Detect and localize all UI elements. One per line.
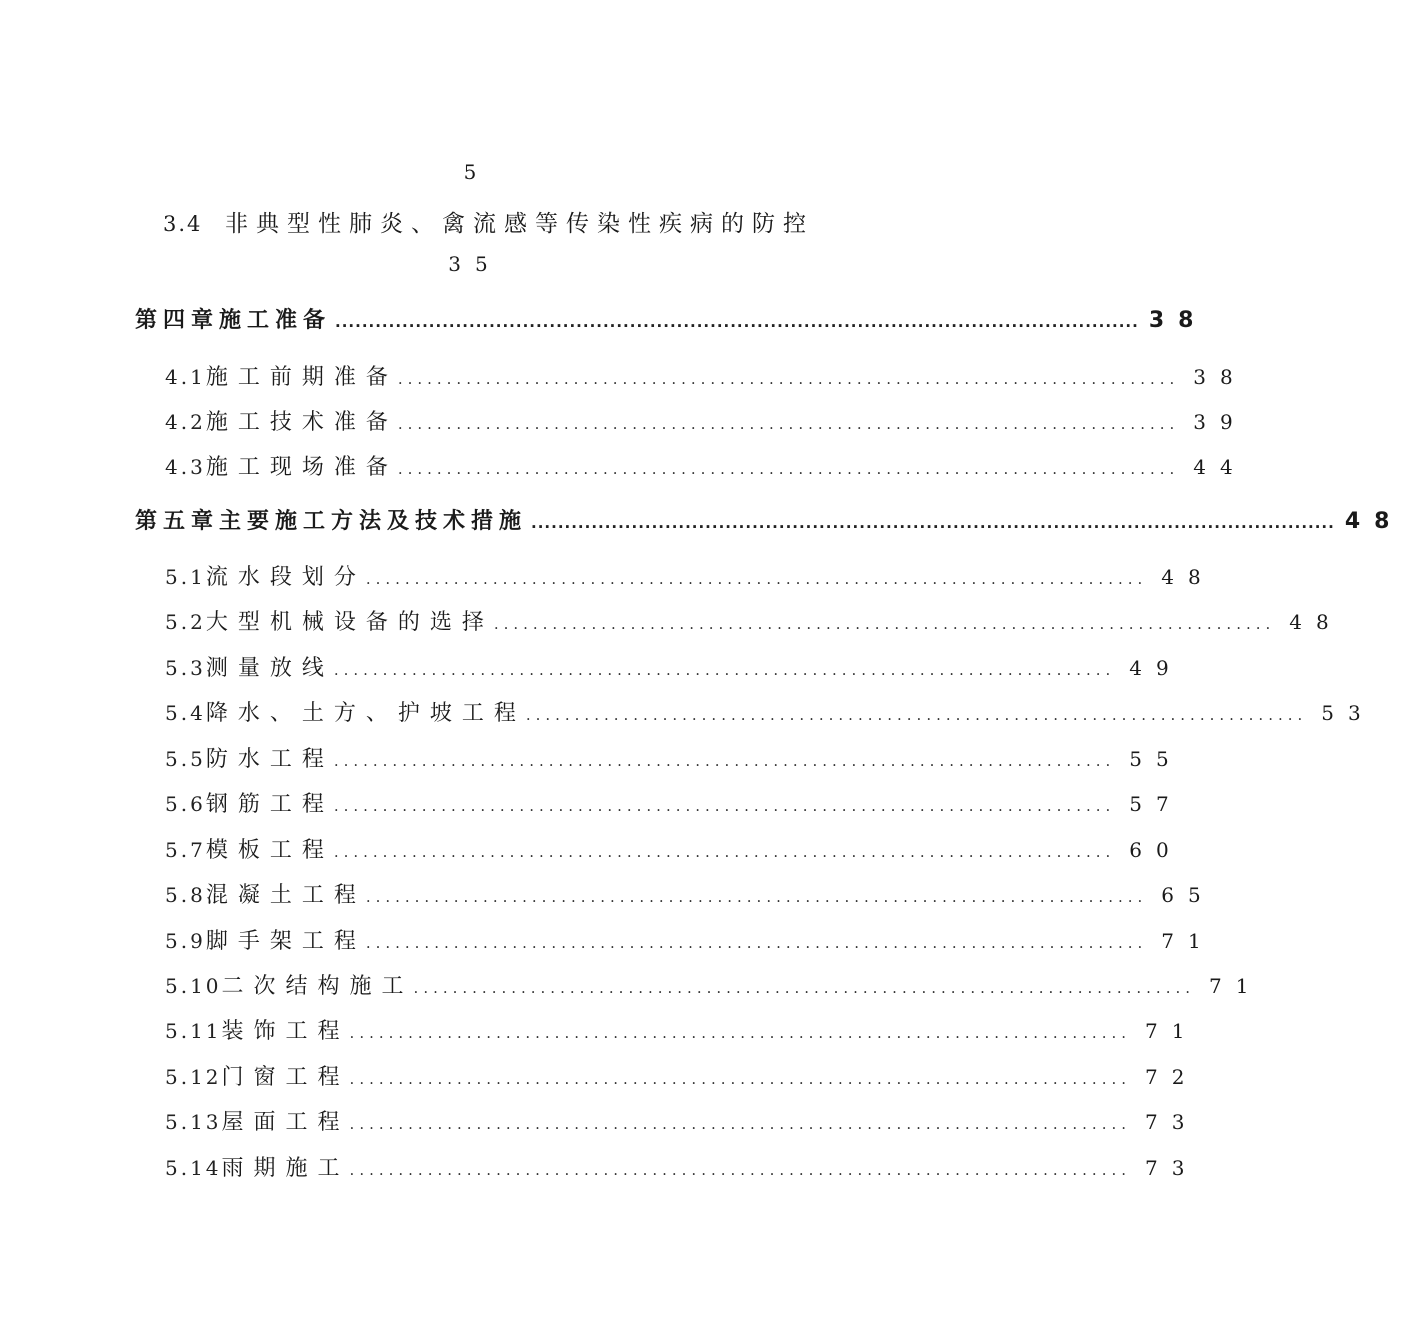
- toc-entry-number: 5.9: [165, 929, 206, 953]
- toc-entry-title: 二次结构施工: [221, 974, 414, 999]
- toc-entry-page: 35: [448, 252, 502, 276]
- toc-entry-page: 71: [1145, 1019, 1199, 1043]
- dot-leader: ................................................................................: [397, 415, 1180, 433]
- toc-entry-title: 施工现场准备: [205, 455, 398, 480]
- toc-entry-title: 混凝土工程: [205, 883, 366, 908]
- toc-entry-title: 装饰工程: [221, 1019, 350, 1044]
- toc-entry-title: 施工技术准备: [205, 410, 398, 435]
- toc-entry-continued: [163, 205, 823, 238]
- toc-entry-title: 门窗工程: [221, 1065, 350, 1090]
- dot-leader: ................................................................................: [525, 706, 1308, 724]
- toc-entry-number: 4.3: [165, 455, 206, 479]
- toc-entry: [165, 450, 1247, 482]
- dot-leader: ................................................................................: [349, 1161, 1131, 1179]
- toc-entry-page: 57: [1129, 792, 1183, 816]
- toc-entry-page: 73: [1145, 1156, 1199, 1180]
- toc-entry-page: 72: [1145, 1065, 1199, 1089]
- toc-entry-number: 4.1: [165, 365, 206, 389]
- toc-entry: [165, 360, 1247, 392]
- toc-entry-page: 65: [1161, 883, 1215, 907]
- toc-entry: [165, 1151, 1199, 1183]
- toc-entry-page: 39: [1193, 410, 1247, 434]
- dot-leader: ................................................................................: [493, 615, 1276, 633]
- toc-entry-number: 5.13: [165, 1110, 222, 1134]
- continued-page-number: 5: [463, 160, 487, 184]
- toc-entry-title: 钢筋工程: [205, 792, 334, 817]
- chapter-title: 施工准备: [219, 308, 332, 333]
- toc-entry-number: 5.2: [165, 610, 206, 634]
- toc-entry-title: 屋面工程: [221, 1110, 350, 1135]
- dot-leader: ................................................................................: [349, 1115, 1131, 1133]
- toc-entry-title: 脚手架工程: [205, 929, 366, 954]
- toc-entry-page: 49: [1129, 656, 1183, 680]
- dot-leader: ................................................................................: [413, 979, 1195, 997]
- toc-entry-number: 5.12: [165, 1065, 222, 1089]
- toc-entry-title: 雨期施工: [221, 1156, 350, 1181]
- toc-entry-page: 71: [1161, 929, 1215, 953]
- toc-entry: [165, 924, 1215, 956]
- toc-entry: [165, 560, 1215, 592]
- toc-entry: [165, 787, 1183, 819]
- chapter-label: 第四章: [135, 308, 220, 333]
- dot-leader: ................................................................................: [349, 1024, 1131, 1042]
- chapter-page-number: 38: [1148, 308, 1208, 333]
- toc-entry: [165, 833, 1183, 865]
- toc-entry-number: 5.5: [165, 747, 206, 771]
- toc-entry-number: 4.2: [165, 410, 206, 434]
- toc-entry-number: 5.11: [165, 1019, 222, 1043]
- toc-entry: [165, 969, 1263, 1001]
- dot-leader: ................................................................................: [333, 843, 1116, 861]
- toc-entry: [165, 605, 1343, 637]
- toc-entry-title: 施工前期准备: [205, 365, 398, 390]
- toc-entry: [165, 1060, 1199, 1092]
- toc-entry-number: 5.8: [165, 883, 206, 907]
- chapter-label: 第五章: [135, 509, 220, 534]
- toc-entry-page: 38: [1193, 365, 1247, 389]
- toc-entry: [165, 405, 1247, 437]
- toc-entry: [165, 696, 1375, 728]
- toc-entry: [165, 651, 1183, 683]
- toc-entry: [165, 742, 1183, 774]
- toc-entry-page: 60: [1129, 838, 1183, 862]
- dot-leader: ................................................................................: [333, 752, 1116, 770]
- dot-leader: ................................................................................: [365, 934, 1148, 952]
- dot-leader: ................................................................................: [349, 1070, 1131, 1088]
- dot-leader: ................................................................................: [333, 661, 1116, 679]
- dot-leader: ................................................................................: [397, 370, 1180, 388]
- toc-chapter-heading: [135, 504, 1403, 538]
- toc-entry: [165, 1014, 1199, 1046]
- chapter-page-number: 48: [1344, 509, 1403, 534]
- toc-entry-page: 55: [1129, 747, 1183, 771]
- toc-entry-title: 测量放线: [205, 656, 334, 681]
- dot-leader: ................................................................................: [397, 460, 1180, 478]
- toc-entry-number: 5.3: [165, 656, 206, 680]
- toc-entry-title: 降水、土方、护坡工程: [205, 701, 526, 726]
- toc-entry-title: 模板工程: [205, 838, 334, 863]
- toc-chapter-heading: [135, 303, 1208, 337]
- toc-entry-number: 3.4: [163, 212, 203, 236]
- toc-entry-title: 非典型性肺炎、禽流感等传染性疾病的防控: [225, 211, 814, 237]
- toc-entry: [165, 1105, 1199, 1137]
- toc-entry-number: 5.10: [165, 974, 222, 998]
- toc-entry-number: 5.7: [165, 838, 206, 862]
- dot-leader: ........................................................................................................................: [335, 313, 1139, 331]
- toc-entry-number: 5.4: [165, 701, 206, 725]
- dot-leader: ................................................................................: [333, 797, 1116, 815]
- toc-entry-page: 44: [1193, 455, 1247, 479]
- toc-entry-number: 5.6: [165, 792, 206, 816]
- toc-entry-page: 48: [1289, 610, 1343, 634]
- toc-entry-number: 5.1: [165, 565, 206, 589]
- dot-leader: ................................................................................: [365, 570, 1148, 588]
- toc-entry-number: 5.14: [165, 1156, 222, 1180]
- chapter-title: 主要施工方法及技术措施: [219, 509, 528, 534]
- dot-leader: ........................................................................................................................: [531, 514, 1335, 532]
- toc-entry-page: 48: [1161, 565, 1215, 589]
- dot-leader: ................................................................................: [365, 888, 1148, 906]
- toc-entry-title: 流水段划分: [205, 565, 366, 590]
- toc-entry-page: 73: [1145, 1110, 1199, 1134]
- toc-entry-page: 71: [1209, 974, 1263, 998]
- toc-entry-title: 防水工程: [205, 747, 334, 772]
- toc-entry: [165, 878, 1215, 910]
- toc-entry-title: 大型机械设备的选择: [205, 610, 494, 635]
- toc-entry-page: 53: [1321, 701, 1375, 725]
